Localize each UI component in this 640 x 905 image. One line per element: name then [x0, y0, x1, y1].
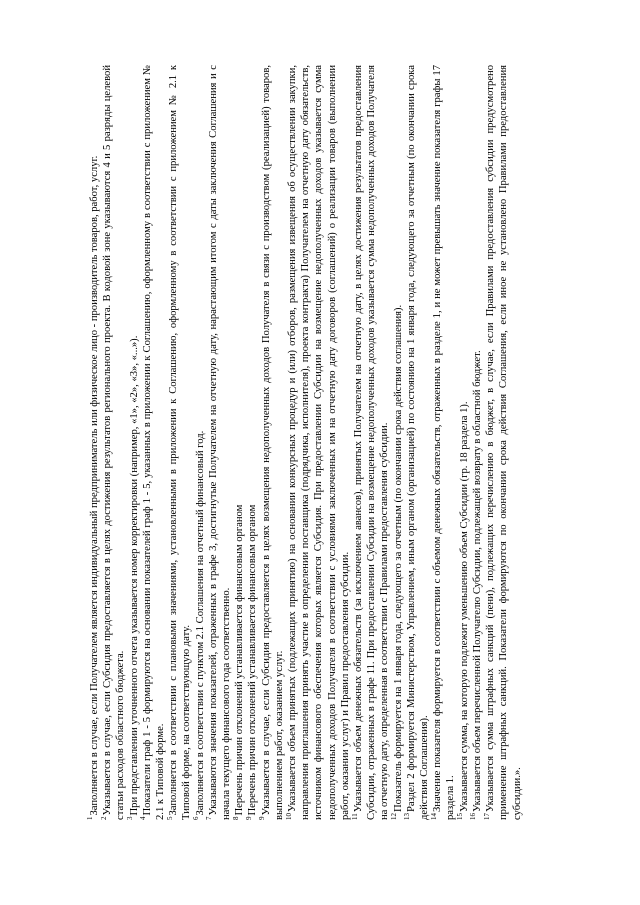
footnote — [431, 65, 457, 820]
footnote-number: 13 — [403, 813, 412, 820]
footnote-text: Указывается сумма, на которую подлежит уменьшению объем Субсидии (гр. 18 раздела 1). — [458, 401, 470, 812]
footnote — [392, 65, 405, 820]
footnote-number: 14 — [429, 813, 438, 820]
footnote — [352, 65, 392, 820]
footnote — [484, 65, 524, 820]
footnote-number: 6 — [192, 816, 201, 820]
footnote-number: 1 — [86, 816, 95, 820]
footnote — [260, 65, 286, 820]
footnote-number: 9 — [244, 816, 253, 820]
footnote — [458, 65, 471, 820]
footnote-text: Перечень причин отклонений устанавливается финансовым органом — [247, 504, 259, 816]
footnote-text: При представлении уточненного отчета указывается номер корректировки (например, «1», «2», «3», «...»). — [128, 335, 140, 816]
footnote — [286, 65, 352, 820]
footnote-number: 7 — [205, 816, 214, 820]
footnote-text: Заполняется в случае, если Получателем является индивидуальный предприниматель или физическое лицо - производитель товаров, работ, услуг. — [89, 155, 100, 816]
footnote — [141, 65, 167, 820]
footnote — [233, 65, 246, 820]
footnote — [194, 65, 207, 820]
footnote-number: 11 — [350, 813, 359, 820]
footnote — [101, 65, 127, 820]
footnote — [88, 65, 101, 820]
footnote-text: Указывается в случае, если Субсидия предоставляется в целях достижения результатов регионального проекта. В кодовой зоне указываются 4 и 5 разряды целевой статьи расходов областного бюджета. — [102, 65, 127, 820]
footnote-text: Заполняется в соответствии с плановыми значениями, установленными в приложении к Соглашению, оформленному в соответствии с приложением № 2.1 к Типовой форме, на соответствующую дату. — [168, 65, 193, 820]
footnote-number: 4 — [139, 816, 148, 820]
footnote-number: 2 — [99, 816, 108, 820]
footnote-number: 16 — [469, 813, 478, 820]
footnote-text: Указывается сумма штрафных санкций (пени), подлежащих перечислению в бюджет, в случае, если Правилами предоставления субсидии предусмотрено применение штрафных санкций. Показатели формируются по окончании срока действия Соглашения, если иное не установлено Правилами предоставления субсидии.». — [485, 65, 523, 820]
footnote-text: Указывается объем принятых (подлежащих принятию) на основании конкурсных процедур и (или) отборов, размещения извещения об осуществлении закупки, направления приглашения принять участие в определении поставщика (подрядчика, исполнителя), проекта контракта) Получателем на отчетную дату обязательств, источником финансового обеспечения которых является Субсидия. При предоставлении Субсидии на возмещение недополученных доходов указывается сумма недополученных доходов Получателя в соответствии с условиями заключенных им на отчетную дату договоров (соглашений) о реализации товаров (выполнении работ, оказании услуг) и Правил предоставления субсидии. — [287, 65, 351, 820]
footnote-text: Перечень причин отклонений устанавливается финансовым органом — [234, 504, 246, 816]
footnote-text: Указывается объем перечисленной Получателю Субсидии, подлежащей возврату в областной бюджет. — [471, 350, 483, 812]
footnote-number: 3 — [126, 816, 135, 820]
footnote-text: Указывается в случае, если Субсидия предоставляется в целях возмещения недополученных доходов Получателя в связи с производством (реализацией) товаров, выполнением работ, оказанием услуг. — [260, 65, 285, 820]
footnote-text: Раздел 2 формируется Министерством, Управлением, иным органом (организацией) по состоянию на 1 января года, следующего за отчетным (по окончании срока действия Соглашения). — [405, 65, 431, 820]
footnote-number: 17 — [482, 813, 491, 820]
footnote-text: Заполняется в соответствии с пунктом 2.1 Соглашения на отчетный финансовый год. — [194, 430, 206, 816]
footnote-number: 10 — [284, 813, 293, 820]
footnote-number: 5 — [165, 816, 174, 820]
footnote-number: 12 — [390, 813, 399, 820]
footnote-text: Указывается объем денежных обязательств (за исключением авансов), принятых Получателем на отчетную дату, в целях достижения результатов предоставления Субсидии, отраженных в графе 11. При предоставлении Субсидии на возмещение недополученных доходов указывается сумма недополученных доходов Получателя на отчетную дату, определенная в соответствии с Правилами предоставления субсидии. — [353, 65, 391, 820]
footnote-text: Показатели граф 1 - 5 формируются на основании показателей граф 1 - 5, указанных в приложении к Соглашению, оформленному в соответствии с приложением № 2.1 к Типовой форме. — [141, 65, 167, 820]
footnote — [128, 65, 141, 820]
footnote — [246, 65, 259, 820]
footnote — [207, 65, 233, 820]
footnote — [471, 65, 484, 820]
footnote-number: 9 — [258, 816, 267, 820]
footnote — [167, 65, 193, 820]
footnote-text: Значение показателя формируется в соответствии с объемом денежных обязательств, отраженных в разделе 1, и не может превышать значение показателя графы 17 раздела 1. — [432, 65, 457, 820]
footnote-text: Показатель формируется на 1 января года, следующего за отчетным (по окончании срока действия соглашения). — [392, 304, 404, 812]
footnote-number: 15 — [456, 813, 465, 820]
footnote-number: 8 — [231, 816, 240, 820]
footnote-text: Указываются значения показателей, отраженных в графе 3, достигнутые Получателем на отчетную дату, нарастающим итогом с даты заключения Соглашения и с начала текущего финансового года соответственно. — [207, 65, 233, 820]
footnote — [405, 65, 431, 820]
footnotes-block — [88, 65, 524, 820]
